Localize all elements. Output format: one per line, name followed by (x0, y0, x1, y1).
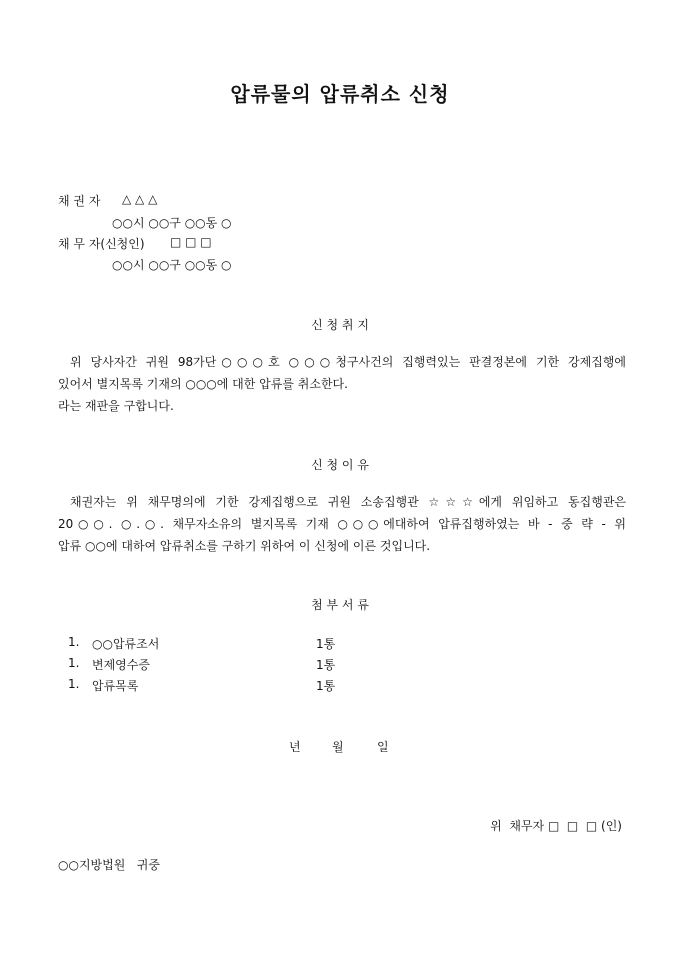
reason-line-1: 채권자는 위 채무명의에 기한 강제집행으로 귀원 소송집행관 ☆☆☆에게 위임하고 동집행관은 (70, 495, 626, 509)
attachment-1-qty: 1통 (316, 637, 336, 651)
document-title: 압류물의 압류취소 신청 (230, 82, 450, 106)
creditor-name: △ △ △ (122, 192, 158, 206)
debtor-address: ○○시 ○○구 ○○동 ○ (112, 258, 232, 272)
attachment-3-name: 압류목록 (92, 679, 139, 693)
attachment-3-qty: 1통 (316, 679, 336, 693)
creditor-label: 채 권 자 (58, 194, 101, 208)
purpose-line-1: 위 당사자간 귀원 98가단○○○호 ○○○청구사건의 집행력있는 판결정본에 기한 강제집행에 (70, 355, 626, 369)
attachments-heading: 첨 부 서 류 (311, 598, 369, 612)
date-year: 년 (289, 740, 301, 754)
debtor-label: 채 무 자(신청인) (58, 237, 145, 251)
attachment-2-name: 변제영수증 (92, 658, 150, 672)
debtor-signature: 위 채무자 □ □ □ (인) (490, 819, 622, 833)
date-month: 월 (332, 740, 344, 754)
purpose-heading: 신 청 취 지 (311, 318, 369, 332)
reason-heading: 신 청 이 유 (311, 458, 369, 472)
purpose-line-3: 라는 재판을 구합니다. (58, 399, 174, 413)
court-addressee: ○○지방법원 귀중 (58, 858, 160, 872)
attachment-2-qty: 1통 (316, 658, 336, 672)
attachment-1-name: ○○압류조서 (92, 637, 160, 651)
reason-line-2: 20○○. ○.○. 채무자소유의 별지목록 기재 ○○○에대하여 압류집행하였는 바 - 중 략 - 위 (58, 517, 626, 531)
creditor-address: ○○시 ○○구 ○○동 ○ (112, 216, 232, 230)
attachment-2-num: 1. (68, 656, 80, 670)
purpose-line-2: 있어서 별지목록 기재의 ○○○에 대한 압류를 취소한다. (58, 377, 348, 391)
date-day: 일 (377, 740, 389, 754)
purpose-paragraph (58, 351, 626, 417)
reason-line-3: 압류 ○○에 대하여 압류취소를 구하기 위하여 이 신청에 이른 것입니다. (58, 539, 431, 553)
attachment-1-num: 1. (68, 635, 80, 649)
reason-paragraph (58, 491, 626, 557)
attachment-3-num: 1. (68, 677, 80, 691)
debtor-name: □ □ □ (170, 235, 212, 249)
